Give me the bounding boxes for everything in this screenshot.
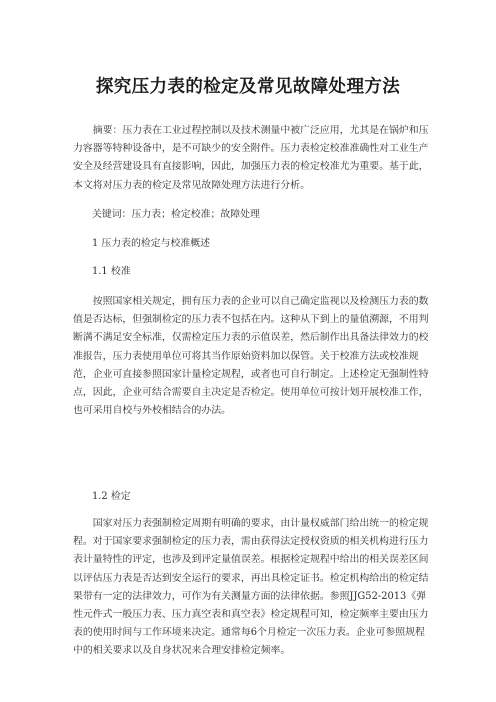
section-1-2-heading: 1.2 检定 xyxy=(92,491,131,502)
section-1-1-paragraph xyxy=(73,293,431,420)
keywords-line: 关键词：压力表；检定校准；故障处理 xyxy=(92,209,260,220)
section-1-2-text: 国家对压力表强制检定周期有明确的要求，由计量权威部门给出统一的检定规程。对于国家要求强制检定的压力表，需由获得法定授权资质的相关机构进行压力表计量特性的评定，也涉及到评定量值误差。根据检定规程中给出的相关误差区间以评估压力表是否达到安全运行的要求，再出具检定证书。检定机构给出的检定结果带有一定的法律效力，可作为有关测量方面的法律依据。参照JJG52-2013《弹性元件式一般压力表、压力真空表和真空表》检定规程可知，检定频率主要由压力表的使用时间与工作环境来决定。通常每6个月检定一次压力表。企业可参照规程中的相关要求以及自身状况来合理安排检定频率。 xyxy=(73,518,429,657)
section-1-heading: 1 压力表的检定与校准概述 xyxy=(92,238,211,249)
document-title: 探究压力表的检定及常见故障处理方法 xyxy=(95,77,401,97)
section-1-1-heading: 1.1 校准 xyxy=(92,266,131,277)
abstract-paragraph xyxy=(73,122,431,195)
abstract-text: 摘要：压力表在工业过程控制以及技术测量中被广泛应用，尤其是在锅炉和压力容器等特种设备中，是不可缺少的安全附件。压力表检定校准准确性对工业生产安全及经营建设具有直接影响，因此，加强压力表的检定校准尤为重要。基于此，本文将对压力表的检定及常见故障处理方法进行分析。 xyxy=(73,125,429,191)
section-1-1-text: 按照国家相关规定，拥有压力表的企业可以自己确定监视以及检测压力表的数值是否达标，但强制检定的压力表不包括在内。这种从下到上的量值溯源，不用判断满不满足安全标准，仅需检定压力表的示值误差，然后制作出具备法律效力的校准报告，压力表使用单位可将其当作原始资料加以保管。关于校准方法或校准规范，企业可直接参照国家计量检定规程，或者也可自行制定。上述检定无强制性特点，因此，企业可结合需要自主决定是否检定。使用单位可按计划开展校准工作，也可采用自校与外校相结合的办法。 xyxy=(73,296,429,417)
section-1-2-paragraph xyxy=(73,515,431,661)
